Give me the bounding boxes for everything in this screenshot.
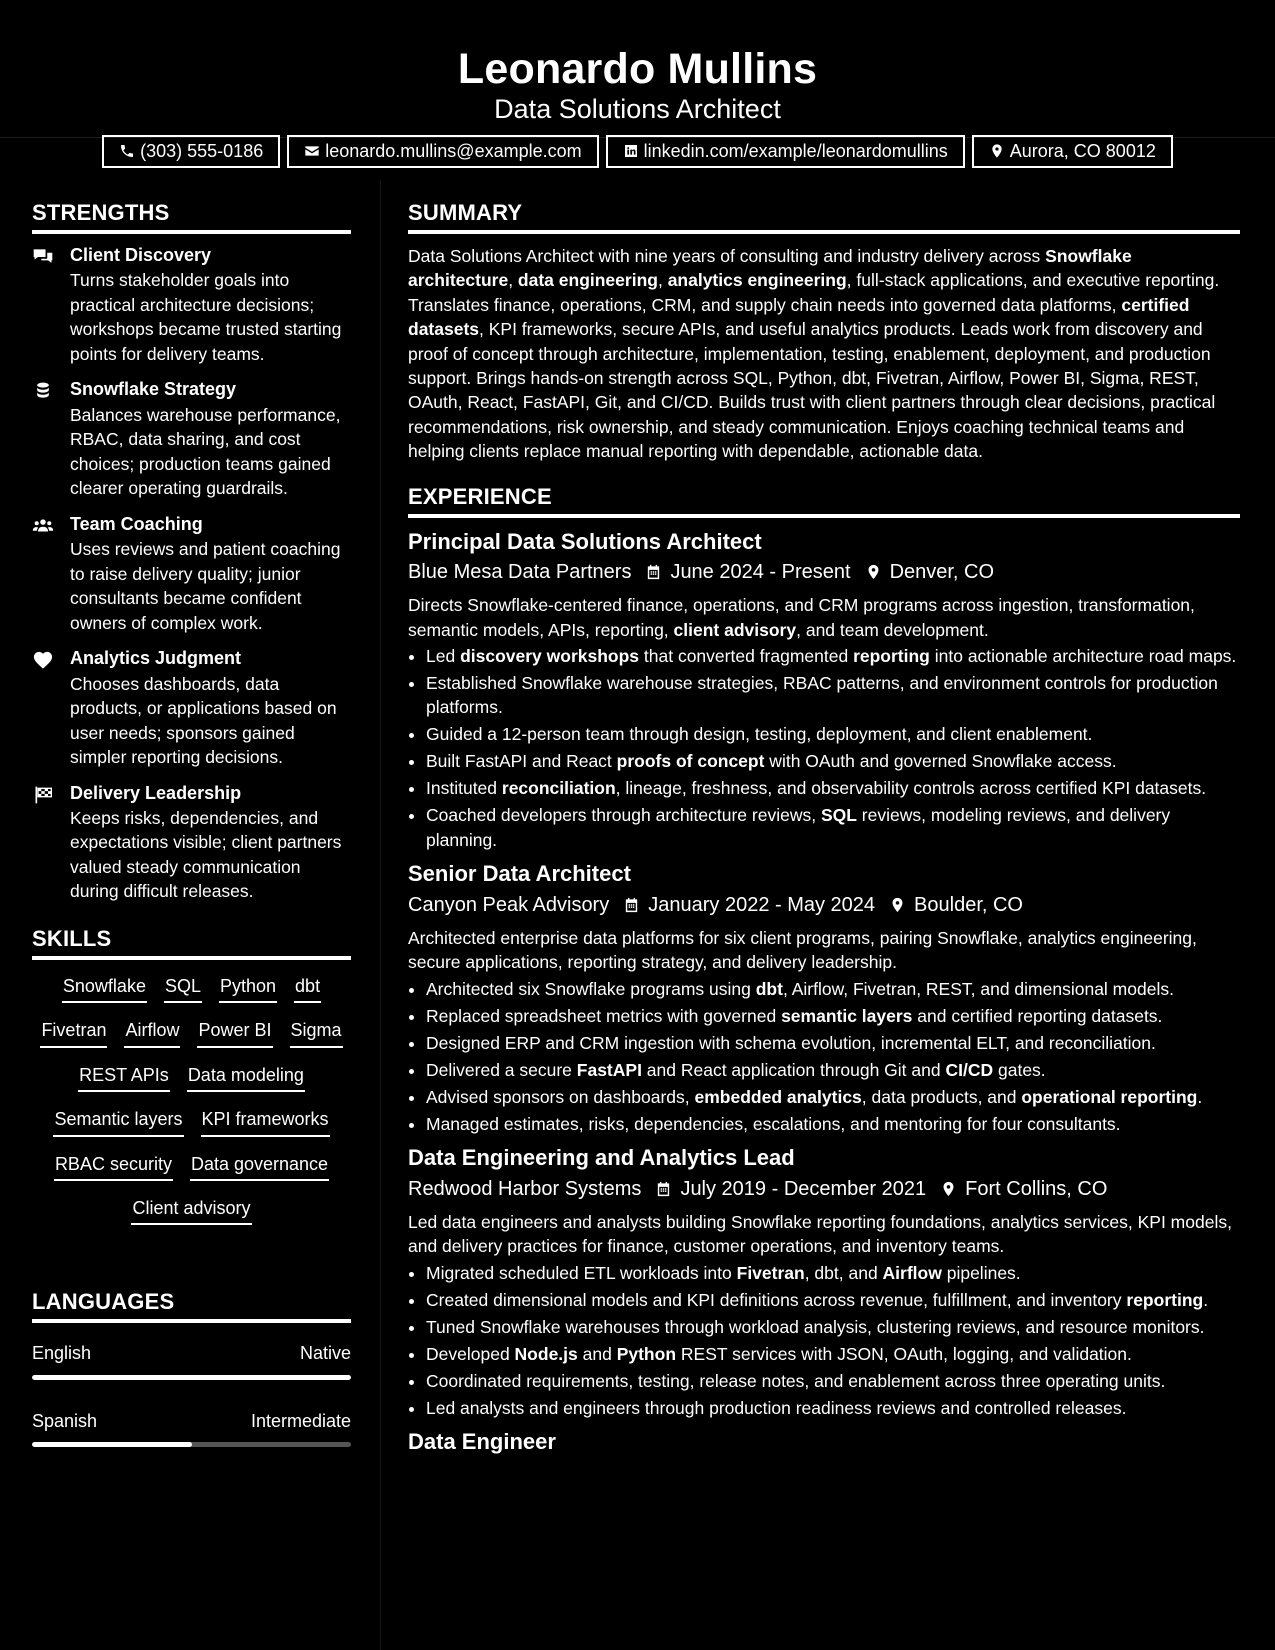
experience-heading: EXPERIENCE bbox=[408, 484, 1240, 518]
skill-tag: SQL bbox=[164, 975, 202, 1003]
strength-title: Team Coaching bbox=[70, 513, 203, 534]
job-bullet: • Replaced spreadsheet metrics with governed semantic layers and certified reporting datasets. bbox=[426, 1004, 1240, 1028]
candidate-title: Data Solutions Architect bbox=[494, 94, 781, 124]
strengths-list bbox=[32, 244, 351, 904]
language-proficiency-bar bbox=[32, 1375, 351, 1380]
skill-tag: Snowflake bbox=[62, 975, 147, 1003]
job-bullet: • Instituted reconciliation, lineage, freshness, and observability controls across certified KPI datasets. bbox=[426, 776, 1240, 800]
job-bullet: • Led discovery workshops that converted fragmented reporting into actionable architecture road maps. bbox=[426, 644, 1240, 668]
map-pin-icon bbox=[875, 896, 914, 914]
job-bullet: • Tuned Snowflake warehouses through workload analysis, clustering reviews, and resource monitors. bbox=[426, 1315, 1240, 1339]
strength-title: Snowflake Strategy bbox=[70, 379, 237, 400]
experience-list bbox=[408, 528, 1240, 1457]
strength-item bbox=[32, 378, 351, 500]
right-column bbox=[408, 200, 1240, 1465]
contact-bar bbox=[0, 135, 1275, 168]
job-entry bbox=[408, 860, 1240, 1136]
language-proficiency-fill bbox=[32, 1442, 192, 1447]
job-description: Directs Snowflake-centered finance, operations, and CRM programs across ingestion, transformation, semantic models, APIs, reporting, client advisory, and team development. bbox=[408, 595, 1195, 640]
skill-tag: dbt bbox=[294, 975, 321, 1003]
job-location: Denver, CO bbox=[889, 561, 995, 584]
job-bullet: • Coached developers through architecture reviews, SQL reviews, modeling reviews, and delivery planning. bbox=[426, 803, 1240, 852]
language-item bbox=[32, 1410, 351, 1433]
job-bullet: • Established Snowflake warehouse strategies, RBAC patterns, and environment controls for production platforms. bbox=[426, 671, 1240, 720]
calendar-icon bbox=[609, 896, 648, 914]
column-divider bbox=[380, 180, 381, 1650]
job-bullet: • Developed Node.js and Python REST services with JSON, OAuth, logging, and validation. bbox=[426, 1342, 1240, 1366]
contact-item[interactable] bbox=[972, 135, 1173, 168]
skill-tag: Client advisory bbox=[131, 1197, 251, 1225]
job-dates: June 2024 - Present bbox=[670, 561, 851, 584]
job-entry bbox=[408, 1428, 1240, 1457]
contact-item[interactable] bbox=[606, 135, 965, 168]
skills-heading: SKILLS bbox=[32, 926, 351, 960]
job-bullet: • Led analysts and engineers through production readiness reviews and controlled releases. bbox=[426, 1396, 1240, 1420]
strength-item bbox=[32, 513, 351, 635]
linkedin-icon bbox=[623, 143, 639, 159]
strength-title: Delivery Leadership bbox=[70, 782, 242, 803]
job-dates: January 2022 - May 2024 bbox=[648, 893, 876, 916]
calendar-icon bbox=[631, 563, 670, 581]
skill-tag: Semantic layers bbox=[53, 1108, 183, 1136]
skill-tag: REST APIs bbox=[78, 1064, 170, 1092]
left-column bbox=[32, 200, 351, 1477]
strength-description: Balances warehouse performance, RBAC, data sharing, and cost choices; production teams gained clearer operating guardrails. bbox=[70, 404, 341, 499]
contact-item[interactable] bbox=[287, 135, 598, 168]
company-name: Blue Mesa Data Partners bbox=[408, 561, 632, 584]
strength-description: Keeps risks, dependencies, and expectations visible; client partners valued steady communication during difficult releases. bbox=[70, 807, 342, 902]
envelope-icon bbox=[304, 143, 320, 159]
skill-tag: Data modeling bbox=[187, 1064, 305, 1092]
strength-description: Turns stakeholder goals into practical architecture decisions; workshops became trusted starting points for delivery teams. bbox=[70, 270, 342, 364]
job-bullet: • Advised sponsors on dashboards, embedded analytics, data products, and operational reporting. bbox=[426, 1085, 1240, 1109]
job-bullet: • Coordinated requirements, testing, release notes, and enablement across three operating units. bbox=[426, 1369, 1240, 1393]
job-bullet: • Designed ERP and CRM ingestion with schema evolution, incremental ELT, and reconciliation. bbox=[426, 1031, 1240, 1055]
job-bullets bbox=[408, 644, 1240, 852]
resume-header bbox=[0, 0, 1275, 161]
database-icon bbox=[32, 378, 70, 500]
skill-tag: Fivetran bbox=[40, 1019, 107, 1047]
job-meta bbox=[408, 559, 1240, 585]
skill-tag: RBAC security bbox=[54, 1153, 173, 1181]
job-bullet: • Created dimensional models and KPI definitions across revenue, fulfillment, and inventory reporting. bbox=[426, 1288, 1240, 1312]
map-pin-icon bbox=[989, 143, 1005, 159]
job-entry bbox=[408, 1144, 1240, 1420]
map-pin-icon bbox=[851, 563, 890, 581]
map-pin-icon bbox=[926, 1180, 965, 1198]
checkered-flag-icon bbox=[32, 782, 70, 904]
strength-item bbox=[32, 782, 351, 904]
language-name: Spanish bbox=[32, 1410, 98, 1431]
company-name: Canyon Peak Advisory bbox=[408, 893, 610, 916]
skill-tag: Airflow bbox=[124, 1019, 180, 1047]
job-description: Architected enterprise data platforms for six client programs, pairing Snowflake, analytics engineering, secure applications, reporting strategy, and delivery leadership. bbox=[408, 927, 1197, 973]
strength-description: Uses reviews and patient coaching to raise delivery quality; junior consultants became confident owners of complex work. bbox=[70, 539, 341, 633]
job-location: Boulder, CO bbox=[914, 893, 1023, 916]
language-level: Native bbox=[299, 1343, 351, 1364]
skill-tag: Python bbox=[219, 975, 277, 1003]
language-name: English bbox=[32, 1343, 92, 1364]
job-bullet: • Managed estimates, risks, dependencies, escalations, and mentoring for four consultants. bbox=[426, 1112, 1240, 1136]
job-meta bbox=[408, 892, 1240, 918]
language-item bbox=[32, 1342, 351, 1365]
users-icon bbox=[32, 513, 70, 635]
job-bullet: • Delivered a secure FastAPI and React application through Git and CI/CD gates. bbox=[426, 1058, 1240, 1082]
job-bullet: • Guided a 12-person team through design, testing, deployment, and client enablement. bbox=[426, 722, 1240, 746]
strength-description: Chooses dashboards, data products, or applications based on user needs; sponsors gained simpler reporting decisions. bbox=[70, 673, 337, 768]
language-proficiency-bar bbox=[32, 1442, 351, 1447]
calendar-icon bbox=[641, 1180, 680, 1198]
contact-text: Aurora, CO 80012 bbox=[1009, 140, 1156, 161]
phone-icon bbox=[119, 143, 135, 159]
language-proficiency-fill bbox=[32, 1375, 351, 1380]
company-name: Redwood Harbor Systems bbox=[408, 1177, 642, 1200]
job-bullets bbox=[408, 1261, 1240, 1420]
languages-list bbox=[32, 1342, 351, 1447]
job-title: Data Engineer bbox=[408, 1428, 556, 1454]
strength-item bbox=[32, 647, 351, 769]
contact-text: (303) 555-0186 bbox=[140, 140, 264, 161]
job-meta bbox=[408, 1176, 1240, 1202]
job-bullet: • Migrated scheduled ETL workloads into Fivetran, dbt, and Airflow pipelines. bbox=[426, 1261, 1240, 1285]
skill-tag: Sigma bbox=[290, 1019, 343, 1047]
skill-tag: Power BI bbox=[197, 1019, 272, 1047]
strengths-heading: STRENGTHS bbox=[32, 200, 351, 234]
skills-list bbox=[32, 970, 351, 1241]
contact-text: leonardo.mullins@example.com bbox=[325, 140, 582, 161]
comments-icon bbox=[32, 244, 70, 366]
heart-icon bbox=[32, 647, 70, 769]
strength-title: Client Discovery bbox=[70, 245, 212, 265]
skill-tag: KPI frameworks bbox=[201, 1108, 330, 1136]
strength-title: Analytics Judgment bbox=[70, 648, 242, 669]
skill-tag: Data governance bbox=[190, 1153, 329, 1181]
language-level: Intermediate bbox=[250, 1410, 351, 1431]
job-title: Principal Data Solutions Architect bbox=[408, 528, 762, 554]
job-bullet: • Architected six Snowflake programs using dbt, Airflow, Fivetran, REST, and dimensional models. bbox=[426, 977, 1240, 1001]
candidate-name: Leonardo Mullins bbox=[457, 45, 818, 93]
job-location: Fort Collins, CO bbox=[965, 1177, 1108, 1200]
contact-text: linkedin.com/example/leonardomullins bbox=[643, 140, 948, 161]
job-title: Data Engineering and Analytics Lead bbox=[408, 1145, 795, 1171]
strength-item bbox=[32, 244, 351, 366]
summary-heading: SUMMARY bbox=[408, 200, 1240, 234]
summary-text: Data Solutions Architect with nine years of consulting and industry delivery across Snowflake architecture, data engineering, analytics engineering, full-stack applications, and executive reporting. Translates finance, operations, CRM, and supply chain needs into governed data platforms, certified datasets, KPI frameworks, secure APIs, and useful analytics products. Leads work from discovery and proof of concept through architecture, implementation, testing, enablement, deployment, and production support. Brings hands-on strength across SQL, Python, dbt, Fivetran, Airflow, Power BI, Sigma, REST, OAuth, React, FastAPI, Git, and CI/CD. Builds trust with client partners through clear decisions, practical recommendations, risk ownership, and steady communication. Enjoys coaching technical teams and helping clients replace manual reporting with dependable, actionable data. bbox=[408, 246, 1220, 462]
job-title: Senior Data Architect bbox=[408, 861, 631, 887]
job-description: Led data engineers and analysts building Snowflake reporting foundations, analytics services, KPI models, and delivery practices for finance, customer operations, and inventory teams. bbox=[408, 1211, 1232, 1257]
contact-item[interactable] bbox=[102, 135, 280, 168]
job-entry bbox=[408, 528, 1240, 853]
job-bullets bbox=[408, 977, 1240, 1136]
job-dates: July 2019 - December 2021 bbox=[680, 1177, 927, 1200]
languages-heading: LANGUAGES bbox=[32, 1289, 351, 1323]
job-bullet: • Built FastAPI and React proofs of concept with OAuth and governed Snowflake access. bbox=[426, 749, 1240, 773]
